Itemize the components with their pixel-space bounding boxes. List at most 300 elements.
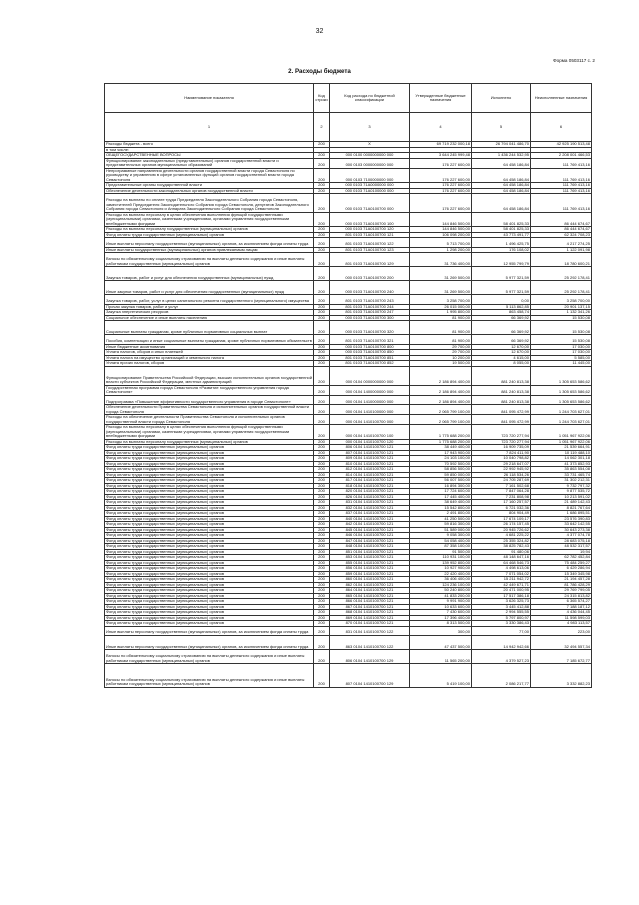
row-line-code: 200: [314, 350, 330, 356]
table-row: [105, 588, 592, 594]
row-approved: 38 649 400,00: [410, 500, 472, 506]
row-approved: 2 186 894 400,00: [410, 385, 472, 395]
row-executed: 841 095 472,99: [472, 405, 531, 415]
row-executed: 29 218 647,07: [472, 461, 531, 467]
row-executed: 17 517 386,18: [472, 593, 531, 599]
row-line-code: 200: [314, 425, 330, 440]
row-classification-code: 801 0103 71А0100700 121: [330, 232, 410, 238]
row-name: Уплата налога на имущество организаций и земельного налога: [105, 355, 314, 361]
row-executed: 26 174 157,45: [472, 522, 531, 528]
row-approved: 91 500,00: [410, 549, 472, 555]
row-name: Закупка товаров, работ, услуг в целях капитального ремонта государственного (муниципального) имущества: [105, 295, 314, 304]
row-executed: 881 240 813,38: [472, 366, 531, 385]
row-executed: 20 471 000,95: [472, 588, 531, 594]
row-executed: 4 681 225,22: [472, 533, 531, 539]
row-line-code: 200: [314, 142, 330, 148]
row-classification-code: 000 0103 71А0100700 320: [330, 321, 410, 335]
row-line-code: 200: [314, 227, 330, 233]
row-line-code: 200: [314, 582, 330, 588]
table-row: [105, 566, 592, 572]
row-approved: 59 816 300,00: [410, 522, 472, 528]
row-executed: 5 977 321,59: [472, 281, 531, 295]
row-executed: 64 458 186,84: [472, 158, 531, 168]
page-number: 32: [315, 28, 324, 35]
row-classification-code: 000 0104 1410100700 120: [330, 439, 410, 445]
row-approved: 87 358 100,00: [410, 544, 472, 550]
table-row: [105, 544, 592, 550]
row-remaining: 86 444 674,67: [531, 227, 592, 233]
row-remaining: 111 769 413,16: [531, 158, 592, 168]
row-remaining: 33 642 142,55: [531, 522, 592, 528]
table-row: [105, 533, 592, 539]
row-line-code: 200: [314, 310, 330, 316]
table-row: [105, 478, 592, 484]
row-executed: 64 458 186,84: [472, 168, 531, 183]
row-approved: 47 437 500,00: [410, 635, 472, 649]
row-executed: 12 955 799,79: [472, 253, 531, 267]
row-classification-code: 853 0104 1410100700 121: [330, 555, 410, 561]
row-remaining: 21 539 664,91: [531, 445, 592, 451]
row-remaining: 1 244 703 627,01: [531, 405, 592, 415]
row-classification-code: 000 0104 0000000000 000: [330, 366, 410, 385]
row-line-code: 200: [314, 238, 330, 247]
row-classification-code: 820 0104 1410100700 121: [330, 489, 410, 495]
row-approved: 10 927 900,00: [410, 566, 472, 572]
row-line-code: 200: [314, 315, 330, 321]
row-remaining: 4 377 074,78: [531, 533, 592, 539]
row-name: Расходы на выплаты персоналу в целях обеспечения выполнения функций государственными (муниципальными) органами, казенными учреждениями, органами управления государственными внебюджетными фондами: [105, 212, 314, 227]
row-classification-code: 801 0103 71А0100700 247: [330, 310, 410, 316]
table-row: [105, 188, 592, 194]
row-approved: 2 186 894 400,00: [410, 395, 472, 404]
row-executed: 863 458,74: [472, 310, 531, 316]
row-name: Фонд оплаты труда государственных (муниципальных) органов: [105, 500, 314, 506]
row-name: Взносы по обязательному социальному страхованию на выплаты денежного содержания и иные выплаты работникам государственных (муниципальных) органов: [105, 253, 314, 267]
row-name: Подпрограмма «Повышение эффективности государственного управления в городе Севастополе»: [105, 395, 314, 404]
row-name: Фонд оплаты труда государственных (муниципальных) органов: [105, 533, 314, 539]
row-line-code: 200: [314, 635, 330, 649]
row-name: ОБЩЕГОСУДАРСТВЕННЫЕ ВОПРОСЫ: [105, 153, 314, 159]
row-remaining: 30 643 273,38: [531, 527, 592, 533]
row-line-code: 200: [314, 500, 330, 506]
row-remaining: 18 780 600,21: [531, 253, 592, 267]
table-row: [105, 615, 592, 621]
table-row: [105, 664, 592, 688]
row-line-code: 200: [314, 650, 330, 664]
row-approved: 1 775 688 200,00: [410, 425, 472, 440]
row-approved: 8 313 500,00: [410, 621, 472, 627]
table-row: [105, 571, 592, 577]
row-classification-code: 000 0103 71А0100000 000: [330, 188, 410, 194]
row-remaining: 111 769 413,16: [531, 183, 592, 189]
row-name: Расходы на выплаты персоналу государственных (муниципальных) органов: [105, 227, 314, 233]
row-line-code: 200: [314, 335, 330, 344]
header-number: 3: [330, 113, 410, 142]
row-name: Фонд оплаты труда государственных (муниципальных) органов: [105, 566, 314, 572]
row-name: Фонд оплаты труда государственных (муниципальных) органов: [105, 538, 314, 544]
table-row: [105, 405, 592, 415]
row-line-code: 200: [314, 516, 330, 522]
row-remaining: 15 530,08: [531, 321, 592, 335]
row-approved: 3 258 700,00: [410, 295, 472, 304]
row-name: Фонд оплаты труда государственных (муниципальных) органов: [105, 494, 314, 500]
row-name: Фонд оплаты труда государственных (муниципальных) органов: [105, 621, 314, 627]
row-classification-code: X: [330, 142, 410, 148]
row-line-code: 200: [314, 183, 330, 189]
row-classification-code: 801 0103 71А0100700 852: [330, 361, 410, 367]
table-row: [105, 232, 592, 238]
row-classification-code: 807 0104 1410100700 129: [330, 664, 410, 688]
row-remaining: 5 585,00: [531, 355, 592, 361]
row-executed: 1 496 425,75: [472, 238, 531, 247]
row-classification-code: 000 0103 71А0100700 120: [330, 227, 410, 233]
row-name: Иные выплаты персоналу государственных (муниципальных) органов, за исключением фонда оплаты труда: [105, 626, 314, 635]
table-row: [105, 555, 592, 561]
row-remaining: 6 365 574,27: [531, 599, 592, 605]
table-row: [105, 321, 592, 335]
row-line-code: 200: [314, 472, 330, 478]
row-line-code: 200: [314, 188, 330, 194]
row-classification-code: 812 0104 1410100700 121: [330, 467, 410, 473]
table-row: [105, 593, 592, 599]
table-row: [105, 456, 592, 462]
table-row: [105, 304, 592, 310]
row-classification-code: 870 0104 1410100700 121: [330, 621, 410, 627]
table-row: [105, 635, 592, 649]
row-approved: 1 995 800,00: [410, 310, 472, 316]
row-remaining: 48 532 317,57: [531, 544, 592, 550]
row-executed: 26 794 041 486,70: [472, 142, 531, 148]
row-line-code: 200: [314, 405, 330, 415]
row-approved: 176 227 600,00: [410, 158, 472, 168]
table-row: [105, 505, 592, 511]
row-remaining: 17 030,00: [531, 350, 592, 356]
header-approved: Утвержденные бюджетные назначения: [410, 84, 472, 113]
row-classification-code: 000 0103 71А0000000 000: [330, 183, 410, 189]
table-row: [105, 511, 592, 517]
row-remaining: 1 305 653 586,62: [531, 366, 592, 385]
row-remaining: 35 863 554,08: [531, 467, 592, 473]
row-remaining: 28 683 075,18: [531, 538, 592, 544]
row-classification-code: 000 0104 1410100000 000: [330, 405, 410, 415]
row-approved: 58 856 500,00: [410, 467, 472, 473]
row-executed: 3 445 412,88: [472, 604, 531, 610]
row-approved: 10 200,00: [410, 355, 472, 361]
row-executed: 841 095 472,99: [472, 415, 531, 425]
row-remaining: 111 769 413,16: [531, 188, 592, 194]
row-classification-code: 000 0103 71А0100700 850: [330, 350, 410, 356]
row-executed: 10 040 798,82: [472, 456, 531, 462]
row-name: Государственная программа города Севастополя «Развитие государственного управления города Севастополя»: [105, 385, 314, 395]
row-executed: 20 945 726,62: [472, 527, 531, 533]
row-line-code: 200: [314, 478, 330, 484]
row-executed: 804 904,49: [472, 511, 531, 517]
row-line-code: 200: [314, 253, 330, 267]
row-line-code: 200: [314, 295, 330, 304]
row-approved: 9 058 300,00: [410, 533, 472, 539]
row-classification-code: 000 0103 71А0100700 100: [330, 212, 410, 227]
row-line-code: 200: [314, 168, 330, 183]
row-line-code: 200: [314, 461, 330, 467]
row-classification-code: 000 0103 0000000000 000: [330, 158, 410, 168]
row-approved: 139 952 800,00: [410, 560, 472, 566]
table-row: [105, 494, 592, 500]
row-approved: 2 491 800,00: [410, 511, 472, 517]
row-remaining: 2 208 001 466,53: [531, 153, 592, 159]
table-row: [105, 560, 592, 566]
row-remaining: 223,00: [531, 626, 592, 635]
row-remaining: 14 062 301,18: [531, 456, 592, 462]
row-line-code: 200: [314, 577, 330, 583]
row-remaining: 1 305 653 586,62: [531, 395, 592, 404]
row-approved: 31 736 400,00: [410, 253, 472, 267]
row-remaining: 11 445,00: [531, 361, 592, 367]
row-line-code: 200: [314, 571, 330, 577]
row-name: Фонд оплаты труда государственных (муниципальных) органов: [105, 555, 314, 561]
row-classification-code: 818 0104 1410100700 121: [330, 483, 410, 489]
row-approved: 300,00: [410, 626, 472, 635]
row-executed: 2 994 555,55: [472, 610, 531, 616]
row-approved: 81 900,00: [410, 321, 472, 335]
row-name: Обеспечение деятельности Правительства Севастополя и исполнительных органов государственной власти города Севастополя: [105, 405, 314, 415]
row-executed: 66 369,92: [472, 335, 531, 344]
row-classification-code: 817 0104 1410100700 121: [330, 478, 410, 484]
budget-expenditure-table: [104, 83, 592, 688]
table-row: [105, 527, 592, 533]
header-executed: Исполнено: [472, 84, 531, 113]
row-classification-code: 863 0104 1410100700 122: [330, 635, 410, 649]
row-remaining: 9 877 535,72: [531, 489, 592, 495]
row-approved: 26 015 000,00: [410, 304, 472, 310]
row-approved: 176 227 600,00: [410, 194, 472, 213]
row-approved: 15 542 800,00: [410, 505, 472, 511]
row-name: Фонд оплаты труда государственных (муниципальных) органов: [105, 467, 314, 473]
row-remaining: 7 185 672,77: [531, 650, 592, 664]
row-name: Расходы бюджета - всего: [105, 142, 314, 148]
table-row: [105, 366, 592, 385]
row-classification-code: 810 0104 1410100700 121: [330, 461, 410, 467]
row-classification-code: 801 0103 71А0100700 123: [330, 247, 410, 253]
row-approved: 50 240 800,00: [410, 588, 472, 594]
row-classification-code: 851 0104 1410100700 121: [330, 549, 410, 555]
row-remaining: 32 494 557,34: [531, 635, 592, 649]
row-classification-code: 846 0104 1410100700 121: [330, 533, 410, 539]
table-row: [105, 227, 592, 233]
row-classification-code: 801 0103 71А0100700 129: [330, 253, 410, 267]
row-remaining: 6 429 286,94: [531, 566, 592, 572]
row-classification-code: 826 0104 1410100700 121: [330, 494, 410, 500]
row-line-code: 200: [314, 588, 330, 594]
header-name: Наименование показателя: [105, 84, 314, 113]
row-remaining: 19,94: [531, 549, 592, 555]
row-remaining: 111 769 413,16: [531, 194, 592, 213]
row-executed: 77,00: [472, 626, 531, 635]
row-executed: 5 797 800,97: [472, 615, 531, 621]
row-executed: 38 825 782,43: [472, 544, 531, 550]
row-name: Иные выплаты государственных (муниципальных) органов привлекаемым лицам: [105, 247, 314, 253]
table-row: [105, 395, 592, 404]
row-remaining: 111 769 413,16: [531, 168, 592, 183]
row-executed: 723 720 277,94: [472, 439, 531, 445]
row-line-code: 200: [314, 344, 330, 350]
table-row: [105, 158, 592, 168]
row-line-code: 200: [314, 489, 330, 495]
row-executed: 25 355 324,82: [472, 538, 531, 544]
row-executed: 881 240 813,38: [472, 395, 531, 404]
row-remaining: 15 530,08: [531, 315, 592, 321]
row-executed: 91 480,06: [472, 549, 531, 555]
row-executed: 7 847 064,28: [472, 489, 531, 495]
row-executed: 1 436 244 532,95: [472, 153, 531, 159]
row-executed: 64 458 186,84: [472, 188, 531, 194]
table-row: [105, 425, 592, 440]
row-approved: 31 269 500,00: [410, 267, 472, 281]
row-remaining: 4 983 113,57: [531, 621, 592, 627]
table-row: [105, 253, 592, 267]
row-remaining: 11 598 599,03: [531, 615, 592, 621]
row-classification-code: 000 0104 1410100700 100: [330, 425, 410, 440]
row-line-code: 200: [314, 538, 330, 544]
row-line-code: 200: [314, 566, 330, 572]
row-line-code: 200: [314, 385, 330, 395]
row-line-code: 200: [314, 232, 330, 238]
row-executed: 3 330 386,43: [472, 621, 531, 627]
row-line-code: 200: [314, 610, 330, 616]
table-row: [105, 522, 592, 528]
row-line-code: 200: [314, 615, 330, 621]
row-executed: 0,00: [472, 295, 531, 304]
row-name: Представительные органы государственной власти: [105, 183, 314, 189]
table-row: [105, 582, 592, 588]
row-approved: 81 900,00: [410, 335, 472, 344]
row-approved: 24 103 100,00: [410, 456, 472, 462]
row-name: Социальные выплаты гражданам, кроме публичных нормативных социальных выплат: [105, 321, 314, 335]
row-remaining: 15 530,08: [531, 335, 592, 344]
row-line-code: 200: [314, 361, 330, 367]
row-executed: 64 458 186,84: [472, 183, 531, 189]
table-row: [105, 295, 592, 304]
row-executed: 26 118 534,26: [472, 472, 531, 478]
row-line-code: 200: [314, 415, 330, 425]
row-approved: 36 406 400,00: [410, 577, 472, 583]
row-line-code: 200: [314, 522, 330, 528]
row-name: Фонд оплаты труда государственных (муниципальных) органов: [105, 599, 314, 605]
row-line-code: 200: [314, 366, 330, 385]
table-row: [105, 500, 592, 506]
row-remaining: 7 188 187,12: [531, 604, 592, 610]
row-line-code: 200: [314, 544, 330, 550]
row-executed: 4 379 527,23: [472, 650, 531, 664]
row-remaining: 1 051 967 922,06: [531, 425, 592, 440]
row-name: Уплата прочих налогов, сборов: [105, 361, 314, 367]
row-approved: 2 186 894 400,00: [410, 366, 472, 385]
table-row: [105, 549, 592, 555]
row-executed: 48 148 647,16: [472, 555, 531, 561]
row-approved: 17 943 900,00: [410, 450, 472, 456]
row-approved: 1 775 688 200,00: [410, 439, 472, 445]
row-line-code: 200: [314, 467, 330, 473]
row-name: Иные выплаты персоналу государственных (муниципальных) органов, за исключением фонда оплаты труда: [105, 635, 314, 649]
row-classification-code: 801 0103 71А0100700 321: [330, 335, 410, 344]
row-approved: 176 227 600,00: [410, 183, 472, 189]
row-approved: 1 298 200,00: [410, 247, 472, 253]
row-approved: 2 065 799 100,00: [410, 405, 472, 415]
row-name: Иные закупки товаров, работ и услуг для обеспечения государственных (муниципальных) нужд: [105, 281, 314, 295]
row-executed: 8 055,00: [472, 361, 531, 367]
row-executed: 7 231 808,98: [472, 494, 531, 500]
row-remaining: 1 122 091,98: [531, 247, 592, 253]
row-name: Фонд оплаты труда государственных (муниципальных) органов: [105, 505, 314, 511]
row-line-code: 200: [314, 604, 330, 610]
row-line-code: 200: [314, 456, 330, 462]
row-remaining: 8 821 767,64: [531, 505, 592, 511]
table-row: [105, 483, 592, 489]
row-approved: 17 396 400,00: [410, 615, 472, 621]
row-approved: 5 419 100,00: [410, 664, 472, 688]
row-name: Иные бюджетные ассигнования: [105, 344, 314, 350]
row-approved: 106 098 200,00: [410, 232, 472, 238]
row-classification-code: 867 0104 1410100700 121: [330, 604, 410, 610]
table-row: [105, 599, 592, 605]
row-remaining: 24 315 813,82: [531, 593, 592, 599]
row-name: Фонд оплаты труда государственных (муниципальных) органов: [105, 544, 314, 550]
row-classification-code: 832 0104 1410100700 121: [330, 505, 410, 511]
row-remaining: 25 292 178,41: [531, 267, 592, 281]
header-number: 5: [472, 113, 531, 142]
row-approved: 19 500,00: [410, 361, 472, 367]
row-remaining: 31 302 212,31: [531, 478, 592, 484]
row-approved: 3 644 245 999,48: [410, 153, 472, 159]
row-classification-code: 000 0103 71А0100700 300: [330, 315, 410, 321]
row-line-code: 200: [314, 483, 330, 489]
row-classification-code: 842 0104 1410100700 121: [330, 522, 410, 528]
row-classification-code: 000 0103 7100000000 000: [330, 168, 410, 183]
row-approved: 29 700,00: [410, 344, 472, 350]
row-remaining: 41 373 852,93: [531, 461, 592, 467]
row-classification-code: 869 0104 1410100700 121: [330, 615, 410, 621]
row-name: Фонд оплаты труда государственных (муниципальных) органов: [105, 577, 314, 583]
row-executed: 2 086 217,77: [472, 664, 531, 688]
row-classification-code: 868 0104 1410100700 121: [330, 610, 410, 616]
row-line-code: 200: [314, 450, 330, 456]
row-executed: 58 401 825,33: [472, 212, 531, 227]
row-classification-code: 848 0104 1410100700 121: [330, 544, 410, 550]
row-approved: 11 565 200,00: [410, 650, 472, 664]
row-line-code: 200: [314, 304, 330, 310]
row-name: Взносы по обязательному социальному страхованию на выплаты денежного содержания и иные выплаты работникам государственных (муниципальных) органов: [105, 650, 314, 664]
row-approved: 176 227 600,00: [410, 188, 472, 194]
row-approved: 69 719 232 000,18: [410, 142, 472, 148]
row-classification-code: 000 0104 1410100700 000: [330, 415, 410, 425]
row-name: Фонд оплаты труда государственных (муниципальных) органов: [105, 232, 314, 238]
row-remaining: 62 324 708,23: [531, 232, 592, 238]
row-line-code: 200: [314, 599, 330, 605]
row-line-code: 200: [314, 267, 330, 281]
row-name: Расходы на выплаты персоналу в целях обеспечения выполнения функций государственными (муниципальными) органами, казенными учреждениями, органами управления государственными внебюджетными фондами: [105, 425, 314, 440]
row-line-code: 200: [314, 560, 330, 566]
row-approved: 16 894 300,00: [410, 483, 472, 489]
row-classification-code: 000 0104 1410000000 000: [330, 395, 410, 404]
row-executed: 5 113 862,85: [472, 304, 531, 310]
row-name: Уплата налогов, сборов и иных платежей: [105, 350, 314, 356]
row-name: Фонд оплаты труда государственных (муниципальных) органов: [105, 461, 314, 467]
row-line-code: 200: [314, 549, 330, 555]
row-name: Фонд оплаты труда государственных (муниципальных) органов: [105, 527, 314, 533]
row-line-code: 200: [314, 511, 330, 517]
row-line-code: 200: [314, 355, 330, 361]
row-executed: 12 670,00: [472, 344, 531, 350]
table-row: [105, 355, 592, 361]
